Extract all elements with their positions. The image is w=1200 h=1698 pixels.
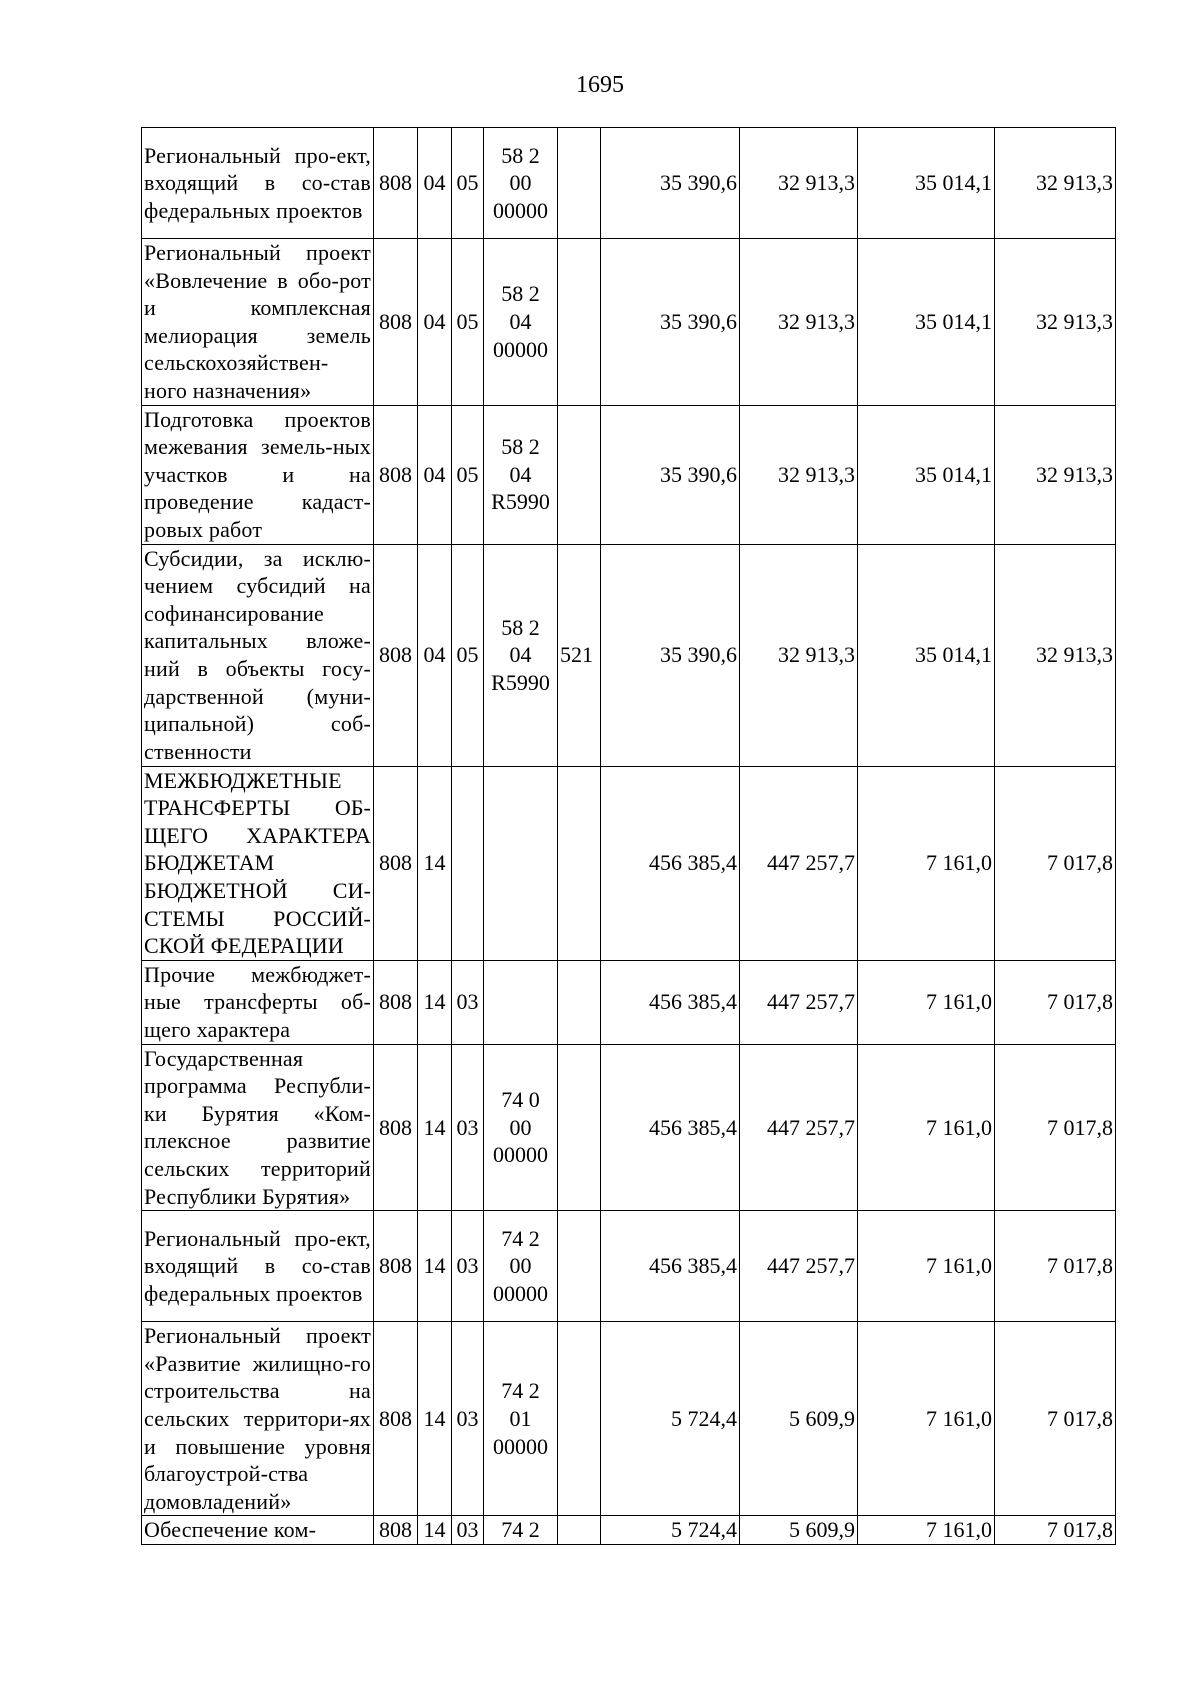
rz-cell: 14 xyxy=(418,960,452,1044)
csr-line: 58 2 xyxy=(501,142,540,168)
csr-line: 00 xyxy=(509,1114,532,1140)
table-row xyxy=(142,960,1116,1044)
pr-cell: 03 xyxy=(452,960,484,1044)
amount-4-cell: 7 017,8 xyxy=(995,1211,1116,1322)
grbs-cell: 808 xyxy=(374,405,418,544)
grbs-cell: 808 xyxy=(374,239,418,406)
row-name-cell: Региональный про-ект, входящий в со-став федеральных проектов xyxy=(142,128,374,239)
amount-2-cell: 447 257,7 xyxy=(740,1211,858,1322)
grbs-cell: 808 xyxy=(374,1516,418,1545)
pr-cell: 05 xyxy=(452,239,484,406)
amount-4-cell: 32 913,3 xyxy=(995,544,1116,766)
table-row xyxy=(142,128,1116,239)
amount-4-cell: 7 017,8 xyxy=(995,960,1116,1044)
pr-cell xyxy=(452,766,484,960)
csr-cell xyxy=(484,128,558,239)
csr-line: 00 xyxy=(509,1253,532,1279)
amount-4-cell: 32 913,3 xyxy=(995,405,1116,544)
vr-cell xyxy=(558,1516,601,1545)
csr-line: 00000 xyxy=(493,197,548,223)
grbs-cell: 808 xyxy=(374,766,418,960)
csr-line: R5990 xyxy=(491,669,550,695)
vr-cell xyxy=(558,1211,601,1322)
csr-line: 00000 xyxy=(493,1281,548,1307)
row-name-cell: Региональный проект «Развитие жилищно-го строительства на сельских территори-ях и повышение уровня благоустрой-ства домовладений» xyxy=(142,1322,374,1516)
row-name-cell: МЕЖБЮДЖЕТНЫЕ ТРАНСФЕРТЫ ОБ-ЩЕГО ХАРАКТЕРА БЮДЖЕТАМ БЮДЖЕТНОЙ СИ-СТЕМЫ РОССИЙ-СКОЙ ФЕДЕРАЦИИ xyxy=(142,766,374,960)
vr-cell xyxy=(558,405,601,544)
pr-cell: 03 xyxy=(452,1322,484,1516)
vr-cell: 521 xyxy=(558,544,601,766)
vr-cell xyxy=(558,1044,601,1211)
budget-table xyxy=(141,127,1116,1545)
row-name-cell: Субсидии, за исклю-чением субсидий на софинансирование капитальных вложе-ний в объекты госу-дарственной (муни-ципальной) соб-ственности xyxy=(142,544,374,766)
amount-4-cell: 7 017,8 xyxy=(995,1322,1116,1516)
amount-1-cell: 5 724,4 xyxy=(601,1516,740,1545)
csr-line: 01 xyxy=(509,1406,532,1432)
amount-3-cell: 7 161,0 xyxy=(858,960,995,1044)
vr-cell xyxy=(558,766,601,960)
rz-cell: 14 xyxy=(418,1322,452,1516)
pr-cell: 03 xyxy=(452,1516,484,1545)
amount-2-cell: 32 913,3 xyxy=(740,128,858,239)
amount-4-cell: 32 913,3 xyxy=(995,128,1116,239)
csr-cell xyxy=(484,1211,558,1322)
grbs-cell: 808 xyxy=(374,1044,418,1211)
rz-cell: 04 xyxy=(418,128,452,239)
row-name-cell: Государственная программа Республи-ки Бурятия «Ком-плексное развитие сельских территорий Республики Бурятия» xyxy=(142,1044,374,1211)
amount-3-cell: 35 014,1 xyxy=(858,239,995,406)
table-row xyxy=(142,1516,1116,1545)
rz-cell: 04 xyxy=(418,405,452,544)
csr-line: 00000 xyxy=(493,1433,548,1459)
amount-1-cell: 456 385,4 xyxy=(601,960,740,1044)
csr-cell xyxy=(484,239,558,406)
csr-line: 74 2 xyxy=(501,1378,540,1404)
csr-line: 04 xyxy=(509,308,532,334)
csr-line: 74 0 xyxy=(501,1087,540,1113)
row-name-cell: Региональный проект «Вовлечение в обо-рот и комплексная мелиорация земель сельскохозяйствен-ного назначения» xyxy=(142,239,374,406)
budget-table-body xyxy=(142,128,1116,1545)
amount-2-cell: 32 913,3 xyxy=(740,544,858,766)
grbs-cell: 808 xyxy=(374,1211,418,1322)
vr-cell xyxy=(558,960,601,1044)
amount-1-cell: 35 390,6 xyxy=(601,128,740,239)
pr-cell: 05 xyxy=(452,405,484,544)
csr-cell xyxy=(484,405,558,544)
row-name-cell: Обеспечение ком- xyxy=(142,1516,374,1545)
amount-3-cell: 35 014,1 xyxy=(858,405,995,544)
amount-1-cell: 5 724,4 xyxy=(601,1322,740,1516)
amount-3-cell: 7 161,0 xyxy=(858,1044,995,1211)
csr-line: R5990 xyxy=(491,489,550,515)
amount-2-cell: 32 913,3 xyxy=(740,405,858,544)
grbs-cell: 808 xyxy=(374,128,418,239)
grbs-cell: 808 xyxy=(374,1322,418,1516)
csr-cell xyxy=(484,1516,558,1545)
csr-line: 74 2 xyxy=(501,1517,540,1543)
amount-2-cell: 447 257,7 xyxy=(740,766,858,960)
table-row xyxy=(142,1322,1116,1516)
amount-1-cell: 35 390,6 xyxy=(601,544,740,766)
table-row xyxy=(142,1044,1116,1211)
amount-2-cell: 32 913,3 xyxy=(740,239,858,406)
rz-cell: 14 xyxy=(418,1516,452,1545)
amount-1-cell: 456 385,4 xyxy=(601,766,740,960)
csr-cell xyxy=(484,544,558,766)
grbs-cell: 808 xyxy=(374,960,418,1044)
table-row xyxy=(142,239,1116,406)
amount-4-cell: 7 017,8 xyxy=(995,766,1116,960)
amount-2-cell: 5 609,9 xyxy=(740,1516,858,1545)
row-name-cell: Региональный про-ект, входящий в со-став федеральных проектов xyxy=(142,1211,374,1322)
pr-cell: 05 xyxy=(452,544,484,766)
table-row xyxy=(142,1211,1116,1322)
amount-3-cell: 7 161,0 xyxy=(858,766,995,960)
row-name-cell: Подготовка проектов межевания земель-ных участков и на проведение кадаст-ровых работ xyxy=(142,405,374,544)
amount-1-cell: 35 390,6 xyxy=(601,239,740,406)
csr-line: 04 xyxy=(509,642,532,668)
rz-cell: 04 xyxy=(418,239,452,406)
rz-cell: 04 xyxy=(418,544,452,766)
csr-cell xyxy=(484,1322,558,1516)
vr-cell xyxy=(558,128,601,239)
csr-line: 58 2 xyxy=(501,434,540,460)
amount-1-cell: 35 390,6 xyxy=(601,405,740,544)
csr-line: 74 2 xyxy=(501,1225,540,1251)
table-row xyxy=(142,405,1116,544)
amount-1-cell: 456 385,4 xyxy=(601,1044,740,1211)
csr-line: 00 xyxy=(509,170,532,196)
amount-3-cell: 35 014,1 xyxy=(858,128,995,239)
table-row xyxy=(142,544,1116,766)
amount-4-cell: 7 017,8 xyxy=(995,1044,1116,1211)
page-number: 1695 xyxy=(576,72,624,98)
amount-3-cell: 7 161,0 xyxy=(858,1516,995,1545)
csr-line: 00000 xyxy=(493,1142,548,1168)
rz-cell: 14 xyxy=(418,1044,452,1211)
csr-line: 58 2 xyxy=(501,614,540,640)
amount-2-cell: 447 257,7 xyxy=(740,1044,858,1211)
vr-cell xyxy=(558,1322,601,1516)
amount-2-cell: 447 257,7 xyxy=(740,960,858,1044)
row-name-cell: Прочие межбюджет-ные трансферты об-щего характера xyxy=(142,960,374,1044)
pr-cell: 03 xyxy=(452,1211,484,1322)
csr-line: 00000 xyxy=(493,336,548,362)
vr-cell xyxy=(558,239,601,406)
amount-3-cell: 7 161,0 xyxy=(858,1211,995,1322)
table-row xyxy=(142,766,1116,960)
grbs-cell: 808 xyxy=(374,544,418,766)
amount-4-cell: 7 017,8 xyxy=(995,1516,1116,1545)
csr-line: 58 2 xyxy=(501,281,540,307)
pr-cell: 05 xyxy=(452,128,484,239)
rz-cell: 14 xyxy=(418,1211,452,1322)
amount-3-cell: 35 014,1 xyxy=(858,544,995,766)
amount-1-cell: 456 385,4 xyxy=(601,1211,740,1322)
amount-3-cell: 7 161,0 xyxy=(858,1322,995,1516)
amount-2-cell: 5 609,9 xyxy=(740,1322,858,1516)
amount-4-cell: 32 913,3 xyxy=(995,239,1116,406)
csr-cell xyxy=(484,960,558,1044)
csr-cell xyxy=(484,766,558,960)
csr-line: 04 xyxy=(509,461,532,487)
csr-cell xyxy=(484,1044,558,1211)
rz-cell: 14 xyxy=(418,766,452,960)
pr-cell: 03 xyxy=(452,1044,484,1211)
